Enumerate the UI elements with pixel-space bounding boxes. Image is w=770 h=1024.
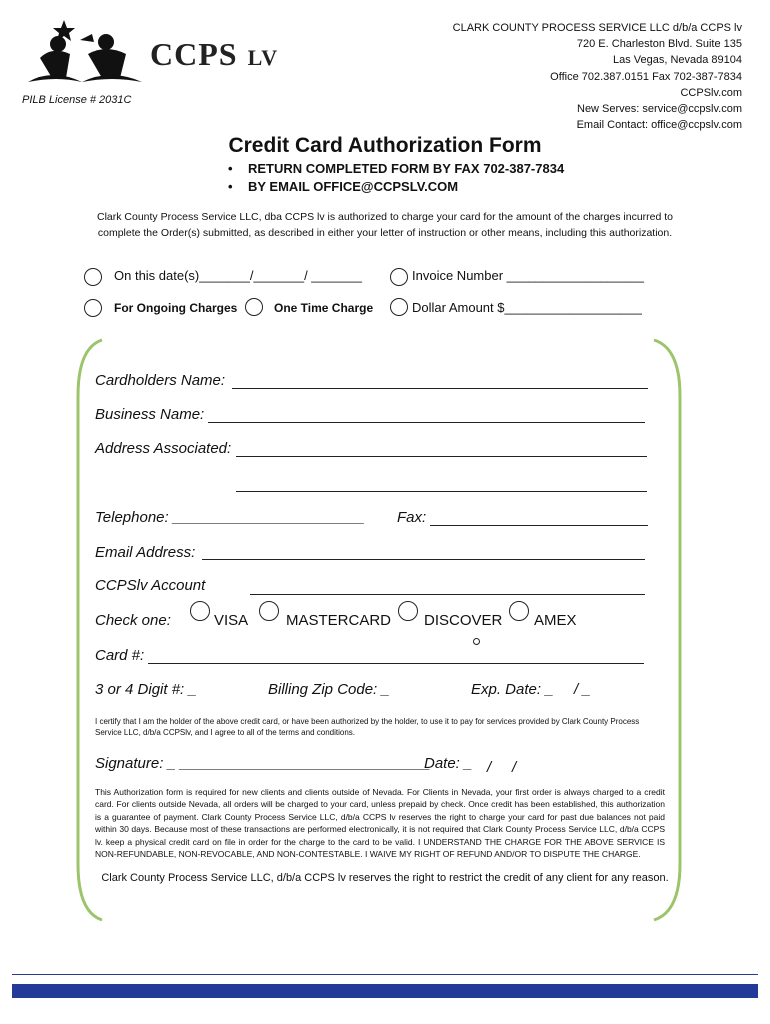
mastercard-radio[interactable] — [259, 601, 279, 621]
company-line: New Serves: service@ccpslv.com — [577, 103, 742, 116]
address-field-line1[interactable] — [236, 456, 647, 457]
card-number-label: Card #: — [95, 647, 145, 664]
submission-instructions — [228, 160, 564, 196]
amex-label: AMEX — [534, 612, 577, 629]
ccps-logo — [22, 18, 152, 88]
company-line: Las Vegas, Nevada 89104 — [612, 54, 742, 67]
business-name-label: Business Name: — [95, 406, 205, 423]
bullet-fax: • RETURN COMPLETED FORM BY FAX 702-387-7834 — [228, 160, 564, 178]
signature-date-field[interactable]: Date: _ — [424, 755, 473, 772]
card-number-field[interactable] — [148, 663, 644, 664]
form-title: Credit Card Authorization Form — [228, 134, 542, 157]
one-time-charge-label: One Time Charge — [274, 301, 374, 315]
cardholder-name-label: Cardholders Name: — [95, 372, 226, 389]
company-line: Office 702.387.0151 Fax 702-387-7834 — [550, 70, 742, 83]
small-circle-mark — [473, 638, 480, 645]
dollar-amount-label: Dollar Amount $___________________ — [412, 300, 642, 315]
certification-text: I certify that I am the holder of the above credit card, or have been authorized by the holder, to use it to pay for services provided by Clark County Process Service LLC, d/b/a CCPSlv, and I agree to all of the terms and conditions. — [95, 717, 640, 737]
address-field-line2[interactable] — [236, 491, 647, 492]
discover-label: DISCOVER — [424, 612, 503, 629]
billing-zip-field[interactable]: Billing Zip Code: _ — [268, 681, 390, 698]
security-digits-field[interactable]: 3 or 4 Digit #: _ — [95, 681, 197, 698]
cardholder-name-field[interactable] — [232, 388, 648, 389]
date-separator-2: / — [512, 759, 517, 776]
company-address-block — [453, 20, 742, 133]
account-field[interactable] — [250, 594, 645, 595]
logo-text: CCPS — [150, 36, 238, 72]
ongoing-charges-radio[interactable] — [84, 299, 102, 317]
dollar-amount-radio[interactable] — [390, 298, 408, 316]
logo-suffix: LV — [247, 45, 279, 70]
visa-radio[interactable] — [190, 601, 210, 621]
email-field[interactable] — [202, 559, 645, 560]
on-date-radio[interactable] — [84, 268, 102, 286]
invoice-label: Invoice Number ___________________ — [412, 268, 645, 283]
address-label: Address Associated: — [95, 440, 232, 457]
date-separator-1: / — [487, 759, 492, 776]
company-line: CLARK COUNTY PROCESS SERVICE LLC d/b/a CCPS lv — [452, 22, 742, 34]
fax-label: Fax: — [397, 509, 427, 526]
bullet-email: • BY EMAIL OFFICE@CCPSLV.COM — [228, 178, 564, 196]
signature-field[interactable]: Signature: _ ______________________________ — [95, 755, 431, 772]
business-name-field[interactable] — [208, 422, 645, 423]
fax-field[interactable] — [430, 525, 648, 526]
authorization-terms: This Authorization form is required for new clients and clients outside of Nevada. For Clients in Nevada, your first order is always charged to a credit card. For clients outside Nevada, all orders will be charged to your card, unless prepaid by check. Once credit has been established, this authorization is a guarantee of payment. Clark County Process Service LLC, d/b/a CCPS lv reserves the right to charge your card for past due balances not paid within 30 days. Because most of these transactions are performed electronically, it is not required that Clark County Process Service LLC, d/b/a CCPS lv. keep a physical credit card on file in order for the charge to the card to be valid. I UNDERSTAND THE CHARGE FOR THE ABOVE SERVICE IS NON-REFUNDABLE, NON-REVOCABLE, AND NON-CONTESTABLE. I WAIVE MY RIGHT OF REFUND AND/OR TO DISPUTE THE CHARGE. — [95, 787, 665, 860]
account-label: CCPSlv Account — [95, 577, 206, 594]
exp-date-field[interactable]: Exp. Date: _ — [471, 681, 554, 698]
company-line: 720 E. Charleston Blvd. Suite 135 — [576, 38, 742, 51]
on-date-label: On this date(s)_______/_______/ _______ — [114, 268, 362, 283]
logo-wordmark — [150, 36, 278, 73]
credit-restriction-note: Clark County Process Service LLC, d/b/a CCPS lv reserves the right to restrict the credit of any client for any reason. — [101, 872, 669, 884]
ongoing-charges-label: For Ongoing Charges — [114, 301, 238, 315]
invoice-radio[interactable] — [390, 268, 408, 286]
one-time-charge-radio[interactable] — [245, 298, 263, 316]
visa-label: VISA — [214, 612, 249, 629]
email-label: Email Address: — [95, 544, 196, 561]
intro-paragraph: Clark County Process Service LLC, dba CCPS lv is authorized to charge your card for the amount of the charges incurred to complete the Order(s) submitted, as described in either your letter of instruction or other means, including this authorization. — [96, 211, 674, 239]
license-number: PILB License # 2031C — [22, 94, 132, 106]
footer-bar — [12, 984, 758, 998]
company-line: CCPSlv.com — [680, 86, 742, 99]
mastercard-label: MASTERCARD — [286, 612, 392, 629]
discover-radio[interactable] — [398, 601, 418, 621]
telephone-field[interactable]: Telephone: _______________________ — [95, 509, 365, 526]
footer-rule — [12, 974, 758, 975]
amex-radio[interactable] — [509, 601, 529, 621]
exp-date-separator: / _ — [574, 681, 591, 698]
company-line: Email Contact: office@ccpslv.com — [576, 119, 742, 132]
check-one-label: Check one: — [95, 612, 171, 629]
